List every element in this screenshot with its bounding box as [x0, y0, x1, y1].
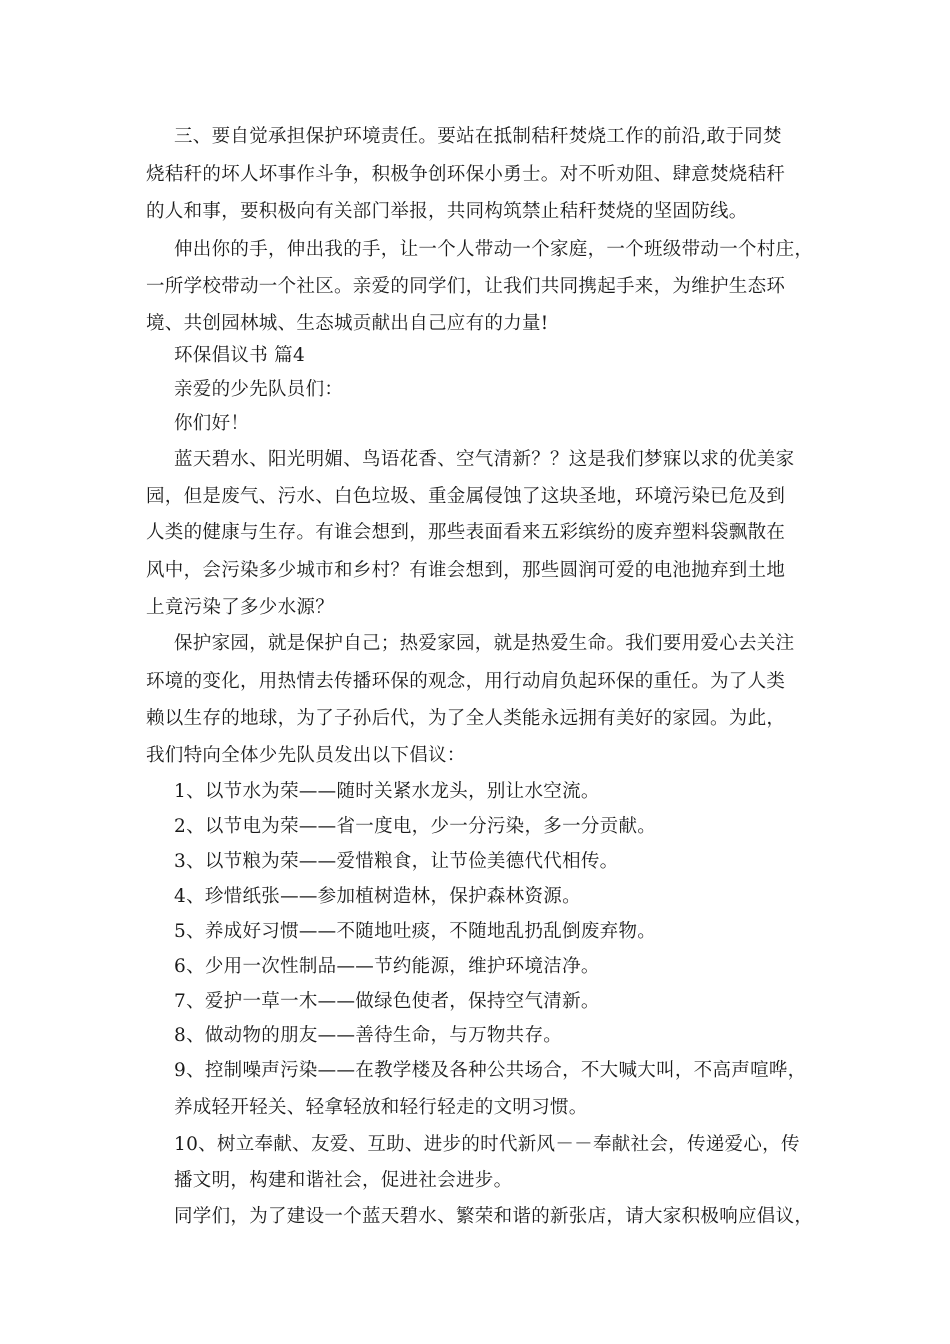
paragraph-line: 三、要自觉承担保护环境责任。要站在抵制秸秆焚烧工作的前沿,敢于同焚	[174, 126, 782, 147]
list-item: 5、养成好习惯——不随地吐痰，不随地乱扔乱倒废弃物。	[174, 921, 657, 942]
paragraph-line: 伸出你的手，伸出我的手，让一个人带动一个家庭，一个班级带动一个村庄，	[174, 239, 814, 260]
paragraph-line: 赖以生存的地球，为了子孙后代，为了全人类能永远拥有美好的家园。为此，	[146, 708, 786, 729]
paragraph-line: 风中，会污染多少城市和乡村？有谁会想到，那些圆润可爱的电池抛弃到土地	[146, 560, 786, 581]
list-item: 7、爱护一草一木——做绿色使者，保持空气清新。	[174, 991, 600, 1012]
list-item-continuation: 养成轻开轻关、轻拿轻放和轻行轻走的文明习惯。	[174, 1097, 588, 1118]
paragraph-line: 园，但是废气、污水、白色垃圾、重金属侵蚀了这块圣地，环境污染已危及到	[146, 486, 786, 507]
list-item: 6、少用一次性制品——节约能源，维护环境洁净。	[174, 956, 600, 977]
paragraph-line: 烧秸秆的坏人坏事作斗争，积极争创环保小勇士。对不听劝阻、肆意焚烧秸秆	[146, 164, 786, 185]
greeting: 你们好！	[174, 413, 250, 434]
section-heading: 环保倡议书 篇4	[174, 345, 306, 366]
paragraph-line: 境、共创园林城、生态城贡献出自己应有的力量!	[146, 313, 549, 334]
paragraph-line: 保护家园，就是保护自己；热爱家园，就是热爱生命。我们要用爱心去关注	[174, 633, 795, 654]
list-item-continuation: 播文明，构建和谐社会，促进社会进步。	[174, 1170, 513, 1191]
paragraph-line: 环境的变化，用热情去传播环保的观念，用行动肩负起环保的重任。为了人类	[146, 671, 786, 692]
list-item: 8、做动物的朋友——善待生命，与万物共存。	[174, 1025, 563, 1046]
paragraph-line: 我们特向全体少先队员发出以下倡议：	[146, 745, 466, 766]
paragraph-line: 一所学校带动一个社区。亲爱的同学们，让我们共同携起手来，为维护生态环	[146, 276, 786, 297]
paragraph-line: 人类的健康与生存。有谁会想到，那些表面看来五彩缤纷的废弃塑料袋飘散在	[146, 522, 786, 543]
salutation: 亲爱的少先队员们：	[174, 379, 344, 400]
list-item: 9、控制噪声污染——在教学楼及各种公共场合，不大喊大叫，不高声喧哗，	[174, 1060, 807, 1081]
list-item: 2、以节电为荣——省一度电，少一分污染，多一分贡献。	[174, 816, 657, 837]
paragraph-line: 上竟污染了多少水源？	[146, 597, 335, 618]
list-item: 3、以节粮为荣——爱惜粮食，让节俭美德代代相传。	[174, 851, 619, 872]
paragraph-line: 的人和事，要积极向有关部门举报，共同构筑禁止秸秆焚烧的坚固防线。	[146, 201, 748, 222]
list-item: 1、以节水为荣——随时关紧水龙头，别让水空流。	[174, 781, 600, 802]
list-item: 4、珍惜纸张——参加植树造林，保护森林资源。	[174, 886, 581, 907]
list-item: 10、树立奉献、友爱、互助、进步的时代新风－－奉献社会，传递爱心，传	[174, 1134, 800, 1155]
paragraph-line: 蓝天碧水、阳光明媚、鸟语花香、空气清新？？这是我们梦寐以求的优美家	[174, 449, 795, 470]
paragraph-line: 同学们，为了建设一个蓝天碧水、繁荣和谐的新张店，请大家积极响应倡议，	[174, 1206, 814, 1227]
